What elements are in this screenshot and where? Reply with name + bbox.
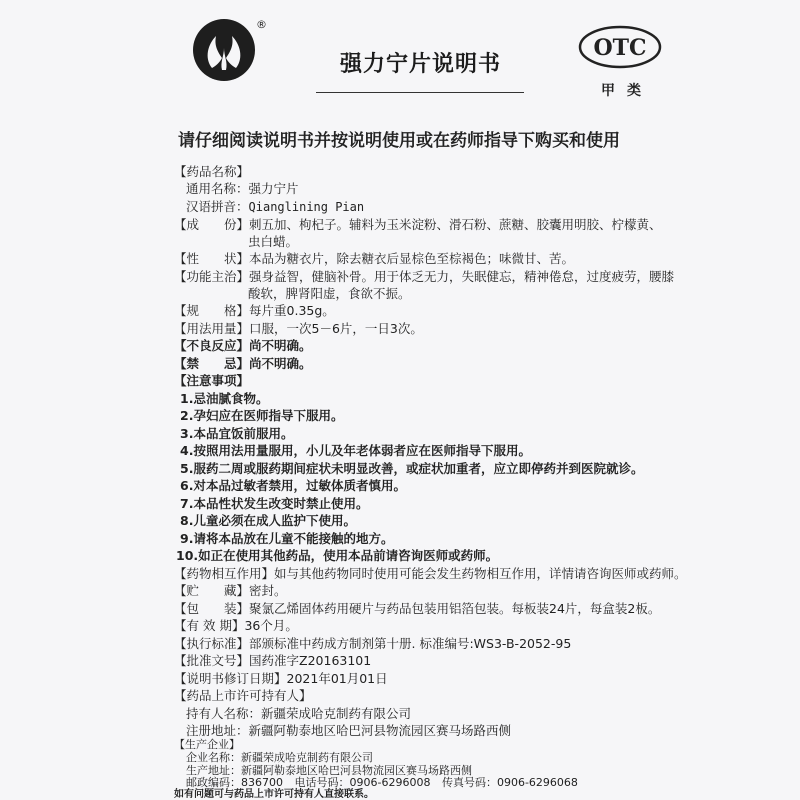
revision-value: 2021年01月01日 [286,671,388,686]
packaging-row [174,600,660,617]
usage-warning: 请仔细阅读说明书并按说明使用或在药师指导下购买和使用 [178,131,620,151]
precaution-item: 7.本品性状发生改变时禁止使用。 [180,496,369,511]
expiry-label: 【有 效 期】 [174,618,245,633]
dosage-value: 口服，一次5－6片，一日3次。 [249,321,423,336]
phone-value: 0906-6296008 [349,776,431,789]
fax-value: 0906-6296068 [496,776,578,789]
properties-value: 本品为糖衣片，除去糖衣后显棕色至棕褐色；味微甘、苦。 [249,251,575,266]
otc-category: 甲类 [601,83,653,99]
precaution-item: 6.对本品过敏者禁用，过敏体质者慎用。 [180,478,406,493]
generic-name-value: 强力宁片 [248,181,299,196]
holder-name-value: 新疆荣成哈克制药有限公司 [261,706,412,721]
holder-address-row [186,722,511,739]
title-underline [316,92,524,93]
pinyin-value: Qianglining Pian [248,200,365,214]
postcode-label: 邮政编码： [186,776,241,789]
otc-badge [578,25,662,69]
interactions-value: 如与其他药物同时使用可能会发生药物相互作用，详情请咨询医师或药师。 [274,566,687,581]
approval-value: 国药准字Z20163101 [249,653,372,668]
specification-label: 【规 格】 [174,303,250,318]
indications-row [174,268,674,285]
holder-name-row [186,705,411,722]
revision-label: 【说明书修订日期】 [174,671,287,686]
generic-name-label: 通用名称： [186,181,249,196]
page-title: 强力宁片说明书 [340,52,502,77]
standard-row [174,635,571,652]
expiry-value: 36个月。 [244,618,298,633]
manufacturer-address-value: 新疆阿勒泰地区哈巴河县物流园区赛马场路西侧 [241,764,472,777]
drug-name-heading: 【药品名称】 [174,164,250,179]
contact-row [186,777,578,789]
manufacturer-address-label: 生产地址： [186,764,241,777]
precaution-item: 1.忌油腻食物。 [180,391,269,406]
precaution-item: 5.服药二周或服药期间症状未明显改善，或症状加重者，应立即停药并到医院就诊。 [180,461,644,476]
dosage-row [174,320,423,337]
storage-row [174,582,287,599]
holder-name-label: 持有人名称： [186,706,262,721]
otc-label: OTC [593,35,647,61]
ingredients-row [174,216,662,233]
precaution-item: 8.儿童必须在成人监护下使用。 [180,513,356,528]
properties-label: 【性 状】 [174,251,250,266]
holder-address-value: 新疆阿勒泰地区哈巴河县物流园区赛马场路西侧 [248,723,512,738]
expiry-row [174,617,298,634]
dosage-label: 【用法用量】 [174,321,250,336]
precautions-heading: 【注意事项】 [174,373,250,388]
manufacturer-name-label: 企业名称： [186,751,241,764]
ingredients-line1: 刺五加、枸杞子。辅料为玉米淀粉、滑石粉、蔗糖、胶囊用明胶、柠檬黄、 [249,217,662,232]
pinyin-row [186,198,364,216]
revision-row [174,670,388,687]
approval-row [174,652,371,669]
standard-value: 部颁标准中药成方制剂第十册. 标准编号:WS3-B-2052-95 [249,636,572,651]
contraindications-row [174,355,312,372]
precaution-item: 2.孕妇应在医师指导下服用。 [180,408,344,423]
footer-note: 如有问题可与药品上市许可持有人直接联系。 [174,789,374,800]
adverse-label: 【不良反应】 [174,338,250,353]
storage-label: 【贮 藏】 [174,583,250,598]
precaution-item: 4.按照用法用量服用，小儿及年老体弱者应在医师指导下服用。 [180,443,531,458]
registered-mark: ® [256,18,267,31]
approval-label: 【批准文号】 [174,653,250,668]
specification-value: 每片重0.35g。 [249,303,335,318]
properties-row [174,250,574,267]
holder-address-label: 注册地址： [186,723,249,738]
fax-label: 传真号码： [441,776,497,789]
interactions-label: 【药物相互作用】 [174,566,275,581]
brand-logo-icon [192,18,256,82]
phone-label: 电话号码： [294,776,350,789]
adverse-row [174,337,312,354]
indications-line2: 酸软，脾肾阳虚，食欲不振。 [248,286,411,301]
indications-line1: 强身益智，健脑补骨。用于体乏无力，失眠健忘，精神倦怠，过度疲劳，腰膝 [249,269,675,284]
pinyin-label: 汉语拼音： [186,199,249,214]
precaution-item: 9.请将本品放在儿童不能接触的地方。 [180,531,394,546]
packaging-value: 聚氯乙烯固体药用硬片与药品包装用铝箔包装。每板装24片，每盒装2板。 [249,601,661,616]
manufacturer-name-value: 新疆荣成哈克制药有限公司 [241,751,373,764]
ingredients-line2: 虫白蜡。 [248,234,299,249]
precaution-item: 10.如正在使用其他药品，使用本品前请咨询医师或药师。 [176,548,499,563]
packaging-label: 【包 装】 [174,601,250,616]
license-holder-heading: 【药品上市许可持有人】 [174,688,312,703]
generic-name-row [186,180,299,197]
contraindications-label: 【禁 忌】 [174,356,250,371]
standard-label: 【执行标准】 [174,636,250,651]
precaution-item: 3.本品宜饭前服用。 [180,426,294,441]
adverse-value: 尚不明确。 [249,338,312,353]
storage-value: 密封。 [249,583,287,598]
contraindications-value: 尚不明确。 [249,356,312,371]
manufacturer-heading: 【生产企业】 [174,738,240,751]
indications-label: 【功能主治】 [174,269,250,284]
manufacturer-name-row [186,751,373,764]
postcode-value: 836700 [241,776,283,789]
ingredients-label: 【成 份】 [174,217,250,232]
specification-row [174,302,335,319]
interactions-row [174,565,687,582]
